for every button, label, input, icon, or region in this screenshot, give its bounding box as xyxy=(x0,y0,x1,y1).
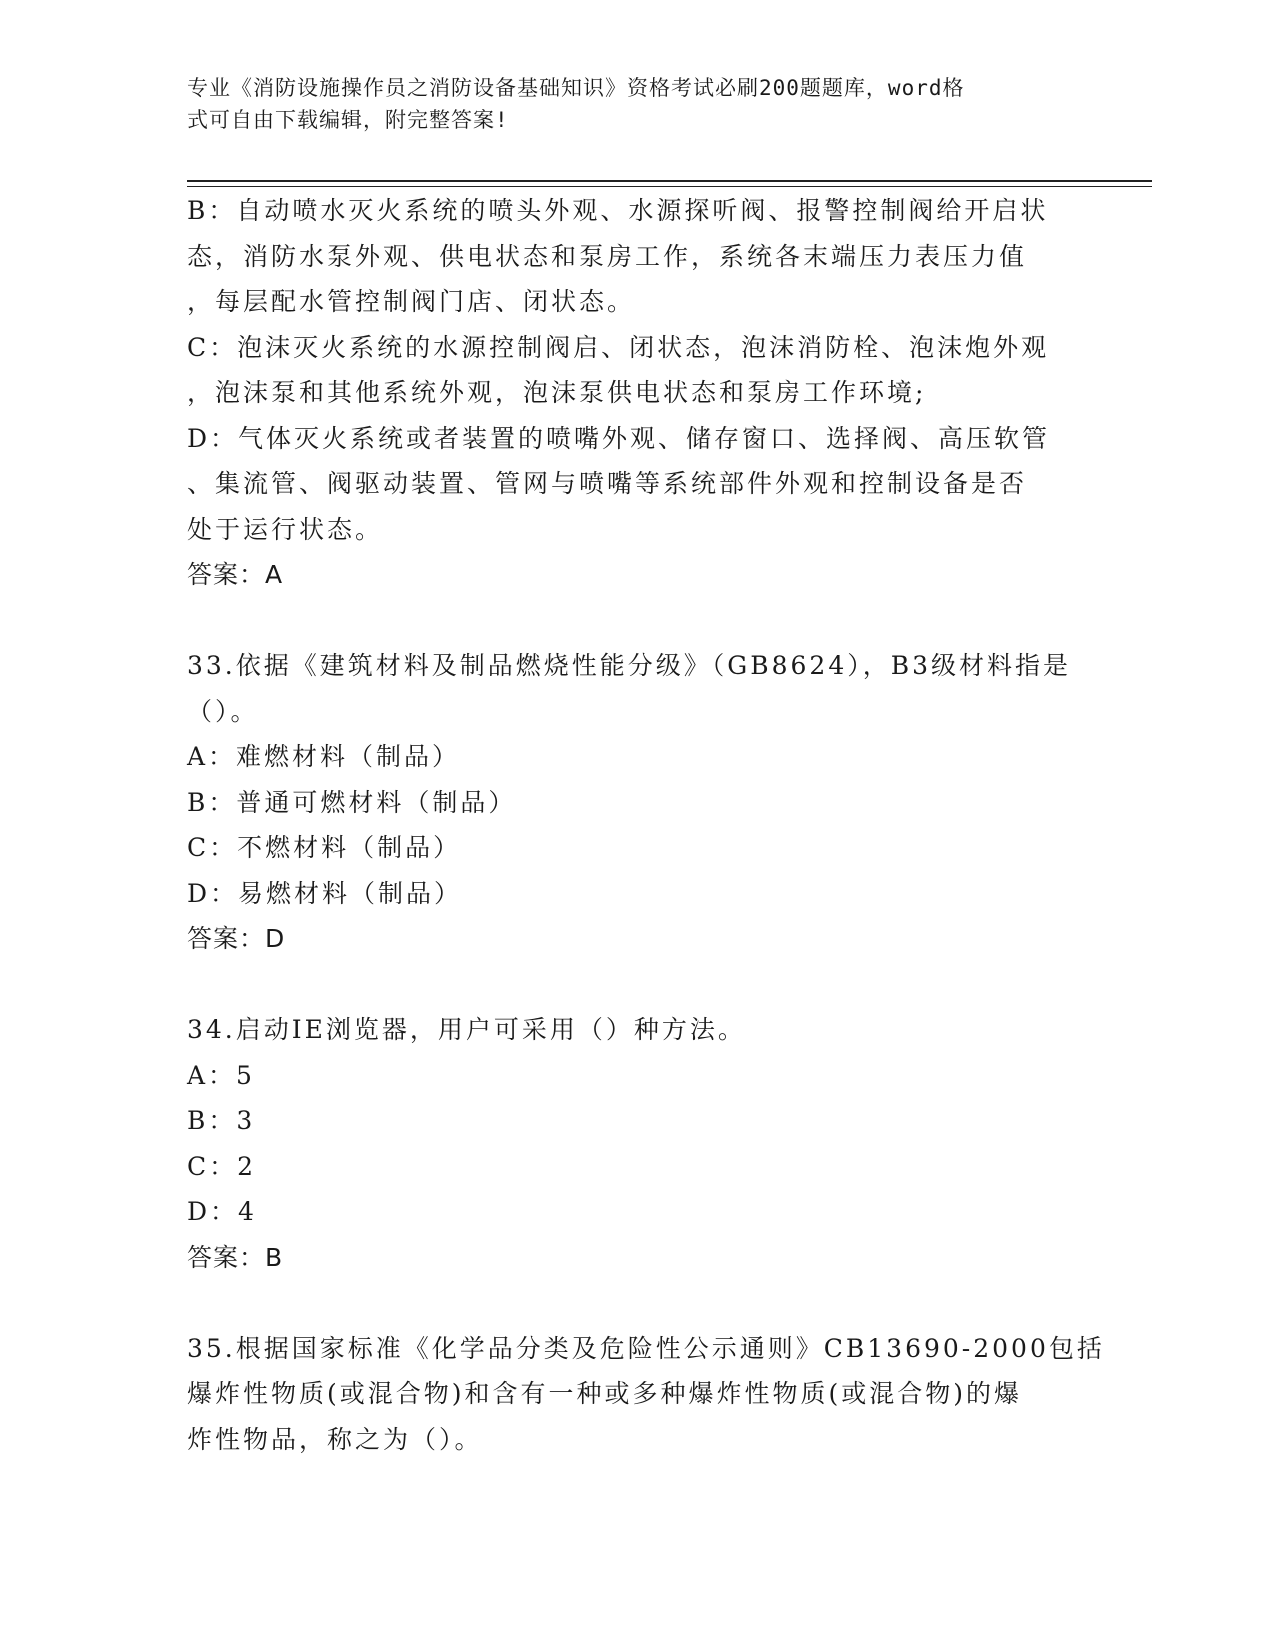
option-b-line: 态，消防水泵外观、供电状态和泵房工作，系统各末端压力表压力值 xyxy=(187,241,1028,271)
question-stem: 33.依据《建筑材料及制品燃烧性能分级》（GB8624），B3级材料指是 xyxy=(187,651,1072,680)
answer-label: 答案：B xyxy=(187,1242,284,1272)
option-d-line: 、集流管、阀驱动装置、管网与喷嘴等系统部件外观和控制设备是否 xyxy=(187,469,1028,498)
option-d: D：4 xyxy=(187,1197,257,1226)
header-line: 专业《消防设施操作员之消防设备基础知识》资格考试必刷200题题库，word格 xyxy=(187,76,965,100)
question-35 xyxy=(187,1326,1105,1463)
spacer xyxy=(187,1280,1087,1326)
spacer xyxy=(187,962,1087,1008)
header-rule-thin xyxy=(187,186,1152,187)
spacer xyxy=(187,598,1087,644)
option-c-line: C：泡沫灭火系统的水源控制阀启、闭状态，泡沫消防栓、泡沫炮外观 xyxy=(187,332,1050,362)
question-stem: （）。 xyxy=(187,696,259,726)
option-d-line: 处于运行状态。 xyxy=(187,514,384,544)
option-c: C：不燃材料（制品） xyxy=(187,833,462,862)
option-b: B：普通可燃材料（制品） xyxy=(187,787,517,817)
option-b-line: ，每层配水管控制阀门店、闭状态。 xyxy=(187,287,636,316)
option-d: D：易燃材料（制品） xyxy=(187,878,463,908)
question-34 xyxy=(187,1007,1087,1280)
answer-label: 答案：D xyxy=(187,924,286,953)
option-b-line: B：自动喷水灭火系统的喷头外观、水源探听阀、报警控制阀给开启状 xyxy=(187,196,1049,225)
option-c-line: ，泡沫泵和其他系统外观，泡沫泵供电状态和泵房工作环境; xyxy=(187,378,927,407)
question-33 xyxy=(187,643,1087,962)
question-stem: 34.启动IE浏览器，用户可采用（）种方法。 xyxy=(187,1015,746,1044)
header-line: 式可自由下载编辑，附完整答案! xyxy=(187,108,509,132)
answer-label: 答案：A xyxy=(187,560,284,589)
option-a: A：5 xyxy=(187,1060,255,1090)
question-content xyxy=(187,188,1105,1462)
document-header xyxy=(187,72,1067,136)
question-stem: 爆炸性物质(或混合物)和含有一种或多种爆炸性物质(或混合物)的爆 xyxy=(187,1379,1023,1408)
option-c: C：2 xyxy=(187,1151,257,1181)
option-a: A：难燃材料（制品） xyxy=(187,742,461,771)
question-32 xyxy=(187,188,1087,598)
option-b: B：3 xyxy=(187,1106,256,1135)
question-stem: 炸性物品，称之为（）。 xyxy=(187,1424,483,1454)
question-stem: 35.根据国家标准《化学品分类及危险性公示通则》CB13690-2000包括 xyxy=(187,1333,1105,1363)
option-d-line: D：气体灭火系统或者装置的喷嘴外观、储存窗口、选择阀、高压软管 xyxy=(187,423,1051,453)
header-rule-thick xyxy=(187,180,1152,182)
